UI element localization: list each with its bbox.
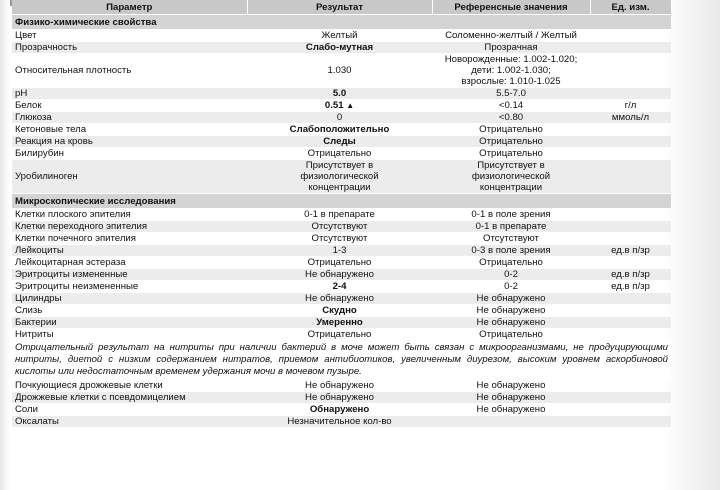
table-row <box>12 112 671 124</box>
unit-cell: ед.в п/зр <box>590 245 671 257</box>
param-cell: Кетоновые тела <box>12 124 247 136</box>
param-cell: Бактерии <box>12 317 247 329</box>
result-cell: 1.030 <box>247 54 432 88</box>
param-cell: Глюкоза <box>12 112 247 124</box>
table-row <box>12 392 671 404</box>
param-cell: Лейкоциты <box>12 245 247 257</box>
param-cell: Клетки плоского эпителия <box>12 209 247 221</box>
unit-cell: ед.в п/зр <box>590 281 671 293</box>
param-cell: Слизь <box>12 305 247 317</box>
unit-cell <box>590 257 671 269</box>
table-row <box>12 88 671 100</box>
table-row <box>12 293 671 305</box>
unit-cell <box>590 88 671 100</box>
reference-cell: <0.80 <box>432 112 590 124</box>
reference-cell: 0-1 в препарате <box>432 221 590 233</box>
header-param: Параметр <box>12 0 247 15</box>
table-row <box>12 160 671 194</box>
result-cell: Отсутствуют <box>247 221 432 233</box>
reference-cell: 0-3 в поле зрения <box>432 245 590 257</box>
reference-cell: Новорожденные: 1.002-1.020; дети: 1.002-1.030; взрослые: 1.010-1.025 <box>432 54 590 88</box>
param-cell: Относительная плотность <box>12 54 247 88</box>
result-cell: Следы <box>247 136 432 148</box>
param-cell: Эритроциты измененные <box>12 269 247 281</box>
param-cell: Оксалаты <box>12 416 247 428</box>
result-cell: Не обнаружено <box>247 269 432 281</box>
reference-cell: 5.5-7.0 <box>432 88 590 100</box>
table-row <box>12 136 671 148</box>
result-cell: Не обнаружено <box>247 293 432 305</box>
table-row <box>12 404 671 416</box>
result-cell: Умеренно <box>247 317 432 329</box>
reference-cell: Отсутствуют <box>432 233 590 245</box>
result-cell: Незначительное кол-во <box>247 416 432 428</box>
header-unit: Ед. изм. <box>590 0 671 15</box>
table-body <box>12 15 671 428</box>
result-cell: Не обнаружено <box>247 380 432 392</box>
reference-cell: Отрицательно <box>432 148 590 160</box>
result-cell: Желтый <box>247 30 432 42</box>
table-row <box>12 148 671 160</box>
table-row <box>12 42 671 54</box>
param-cell: Почкующиеся дрожжевые клетки <box>12 380 247 392</box>
reference-cell: Не обнаружено <box>432 392 590 404</box>
left-page-shadow <box>0 0 10 490</box>
result-cell <box>247 100 432 112</box>
reference-cell: Не обнаружено <box>432 305 590 317</box>
reference-cell: 0-2 <box>432 269 590 281</box>
unit-cell: г/л <box>590 100 671 112</box>
unit-cell <box>590 54 671 88</box>
result-cell: Скудно <box>247 305 432 317</box>
unit-cell <box>590 293 671 305</box>
urinalysis-table <box>12 0 672 428</box>
result-cell: Присутствует в физиологической концентрации <box>247 160 432 194</box>
unit-cell: ммоль/л <box>590 112 671 124</box>
unit-cell <box>590 233 671 245</box>
param-cell: Нитриты <box>12 329 247 341</box>
result-cell: Отрицательно <box>247 329 432 341</box>
param-cell: Соли <box>12 404 247 416</box>
table-row <box>12 245 671 257</box>
section-header <box>12 15 671 30</box>
reference-cell: Соломенно-желтый / Желтый <box>432 30 590 42</box>
result-cell: 2-4 <box>247 281 432 293</box>
reference-cell <box>432 416 590 428</box>
header-reference: Референсные значения <box>432 0 590 15</box>
reference-cell: Присутствует в физиологической концентрации <box>432 160 590 194</box>
unit-cell: ед.в п/зр <box>590 269 671 281</box>
param-cell: Клетки переходного эпителия <box>12 221 247 233</box>
unit-cell <box>590 380 671 392</box>
elevated-flag-icon: ▲ <box>346 101 355 110</box>
param-cell: Дрожжевые клетки с псевдомицелием <box>12 392 247 404</box>
table-row <box>12 281 671 293</box>
unit-cell <box>590 124 671 136</box>
reference-cell: Прозрачная <box>432 42 590 54</box>
unit-cell <box>590 209 671 221</box>
section-header <box>12 194 671 209</box>
param-cell: Белок <box>12 100 247 112</box>
table-row <box>12 257 671 269</box>
result-cell: 0 <box>247 112 432 124</box>
param-cell: Клетки почечного эпителия <box>12 233 247 245</box>
reference-cell: Отрицательно <box>432 124 590 136</box>
table-header-row <box>12 0 671 15</box>
reference-cell: Не обнаружено <box>432 293 590 305</box>
unit-cell <box>590 329 671 341</box>
result-cell: Отрицательно <box>247 148 432 160</box>
nitrite-note: Отрицательный результат на нитриты при наличии бактерий в моче может быть связан с микроорганизмами, не продуцирующими нитриты, диетой с низким содержанием нитратов, приемом антибиотиков, увеличенным диурезом, высоким уровнем аскорбиновой кислоты или недостаточным временем удержания мочи в мочевом пузыре. <box>12 341 671 380</box>
result-cell: 1-3 <box>247 245 432 257</box>
unit-cell <box>590 30 671 42</box>
reference-cell: <0.14 <box>432 100 590 112</box>
param-cell: Уробилиноген <box>12 160 247 194</box>
result-cell: Отсутствуют <box>247 233 432 245</box>
unit-cell <box>590 136 671 148</box>
unit-cell <box>590 404 671 416</box>
section-title: Физико-химические свойства <box>12 15 671 30</box>
param-cell: pH <box>12 88 247 100</box>
unit-cell <box>590 221 671 233</box>
result-cell: Обнаружено <box>247 404 432 416</box>
result-cell: Слабо-мутная <box>247 42 432 54</box>
table-row <box>12 221 671 233</box>
unit-cell <box>590 416 671 428</box>
table-row <box>12 124 671 136</box>
param-cell: Лейкоцитарная эстераза <box>12 257 247 269</box>
table-row <box>12 269 671 281</box>
reference-cell: 0-1 в поле зрения <box>432 209 590 221</box>
header-result: Результат <box>247 0 432 15</box>
reference-cell: Отрицательно <box>432 136 590 148</box>
section-title: Микроскопические исследования <box>12 194 671 209</box>
reference-cell: 0-2 <box>432 281 590 293</box>
table-row <box>12 305 671 317</box>
param-cell: Прозрачность <box>12 42 247 54</box>
table-row <box>12 209 671 221</box>
unit-cell <box>590 305 671 317</box>
table-row <box>12 416 671 428</box>
table-row <box>12 54 671 88</box>
table-row <box>12 380 671 392</box>
unit-cell <box>590 317 671 329</box>
reference-cell: Не обнаружено <box>432 404 590 416</box>
unit-cell <box>590 148 671 160</box>
table-row <box>12 100 671 112</box>
note-row <box>12 341 671 380</box>
result-cell: 0-1 в препарате <box>247 209 432 221</box>
param-cell: Эритроциты неизмененные <box>12 281 247 293</box>
result-cell: 5.0 <box>247 88 432 100</box>
table-row <box>12 329 671 341</box>
reference-cell: Не обнаружено <box>432 380 590 392</box>
result-cell: Слабоположительно <box>247 124 432 136</box>
table-row <box>12 233 671 245</box>
reference-cell: Не обнаружено <box>432 317 590 329</box>
unit-cell <box>590 42 671 54</box>
result-cell: Отрицательно <box>247 257 432 269</box>
unit-cell <box>590 392 671 404</box>
result-cell: Не обнаружено <box>247 392 432 404</box>
unit-cell <box>590 160 671 194</box>
param-cell: Цилиндры <box>12 293 247 305</box>
param-cell: Цвет <box>12 30 247 42</box>
reference-cell: Отрицательно <box>432 257 590 269</box>
param-cell: Билирубин <box>12 148 247 160</box>
table-row <box>12 30 671 42</box>
table-row <box>12 317 671 329</box>
param-cell: Реакция на кровь <box>12 136 247 148</box>
result-value: 0.51 <box>324 100 344 111</box>
reference-cell: Отрицательно <box>432 329 590 341</box>
